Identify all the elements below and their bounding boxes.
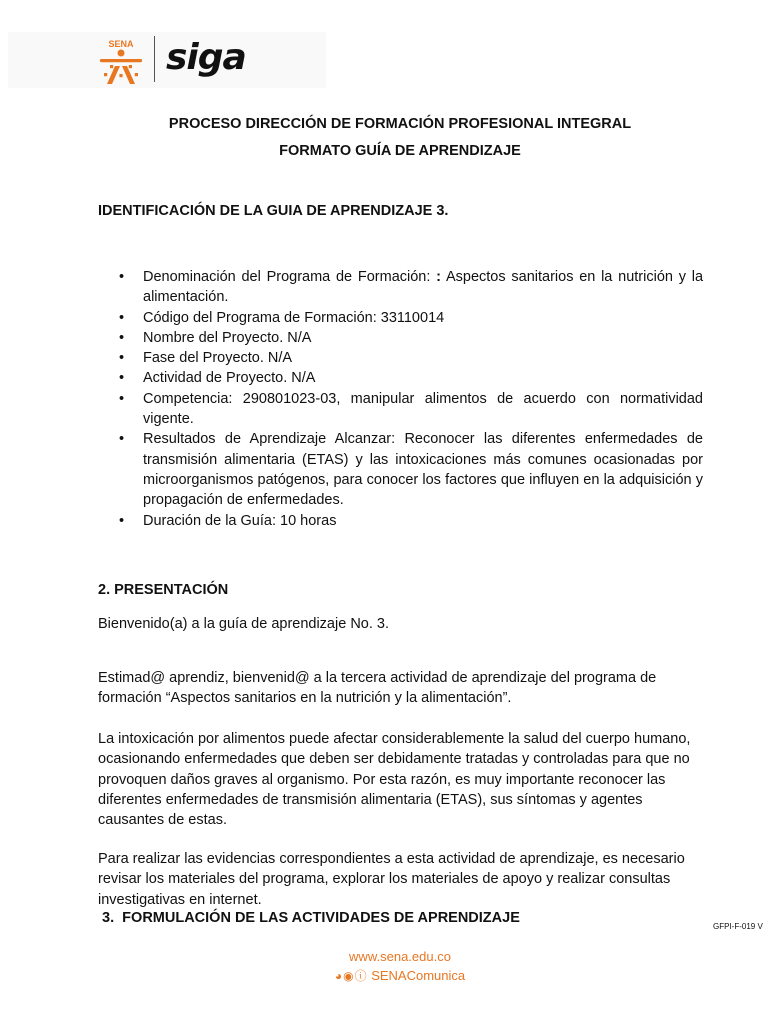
program-name-label: Denominación del Programa de Formación: [143, 269, 437, 285]
program-name-colon: : [436, 269, 442, 285]
social-handle[interactable]: SENAComunica [371, 968, 466, 983]
welcome-paragraph: Bienvenido(a) a la guía de aprendizaje No. 3. [98, 616, 389, 632]
identification-heading: IDENTIFICACIÓN DE LA GUIA DE APRENDIZAJE 3. [98, 203, 449, 219]
section3-heading: 3. FORMULACIÓN DE LAS ACTIVIDADES DE APRENDIZAJE [98, 910, 520, 926]
identification-list [143, 267, 703, 531]
list-item: • Actividad de Proyecto. N/A [143, 368, 703, 388]
footer-url[interactable]: www.sena.edu.co [349, 949, 451, 964]
list-item [143, 267, 703, 308]
sena-logo [96, 38, 146, 86]
form-code: GFPI-F-019 V [713, 922, 763, 931]
logo-divider [154, 36, 155, 82]
list-item: • Resultados de Aprendizaje Alcanzar: Reconocer las diferentes enfermedades de transmisión alimentaria (ETAS) y las intoxicaciones más comunes ocasionadas por microorganismos patógenos, para conocer los factores que influyen en la adquisición y propagación de enfermedades. [143, 429, 703, 510]
program-name-value: Aspectos sanitarios en la nutrición y la alimentación. [143, 269, 704, 306]
list-item: • Nombre del Proyecto. N/A [143, 328, 703, 348]
context-paragraph: La intoxicación por alimentos puede afectar considerablemente la salud del cuerpo humano, ocasionando enfermedades que deben ser debidamente tratadas y controladas para que no provoquen daños graves al organismo. Por esta razón, es muy importante reconocer las diferentes enfermedades de transmisión alimentaria (ETAS), sus síntomas y agentes causantes de estas. [98, 731, 691, 829]
evidence-paragraph: Para realizar las evidencias correspondientes a esta actividad de aprendizaje, es necesario revisar los materiales del programa, explorar los materiales de apoyo y realizar consultas investigativas en internet. [98, 851, 685, 908]
list-item: • Código del Programa de Formación: 33110014 [143, 308, 703, 328]
siga-logo: siga [166, 37, 246, 78]
sena-logo-text: SENA [108, 39, 134, 49]
intro-paragraph: Estimad@ aprendiz, bienvenid@ a la tercera actividad de aprendizaje del programa de formación “Aspectos sanitarios en la nutrición y la alimentación”. [98, 670, 657, 707]
list-item: • Duración de la Guía: 10 horas [143, 511, 703, 531]
footer-social [0, 967, 768, 984]
document-title: PROCESO DIRECCIÓN DE FORMACIÓN PROFESIONAL INTEGRAL [168, 116, 632, 132]
cc-license-icon: ◕◉ⓘ [334, 969, 368, 983]
list-item: • Competencia: 290801023-03, manipular alimentos de acuerdo con normatividad vigente. [143, 389, 703, 430]
presentation-heading: 2. PRESENTACIÓN [98, 582, 229, 598]
document-subtitle: FORMATO GUÍA DE APRENDIZAJE [279, 143, 521, 159]
list-item: • Fase del Proyecto. N/A [143, 348, 703, 368]
